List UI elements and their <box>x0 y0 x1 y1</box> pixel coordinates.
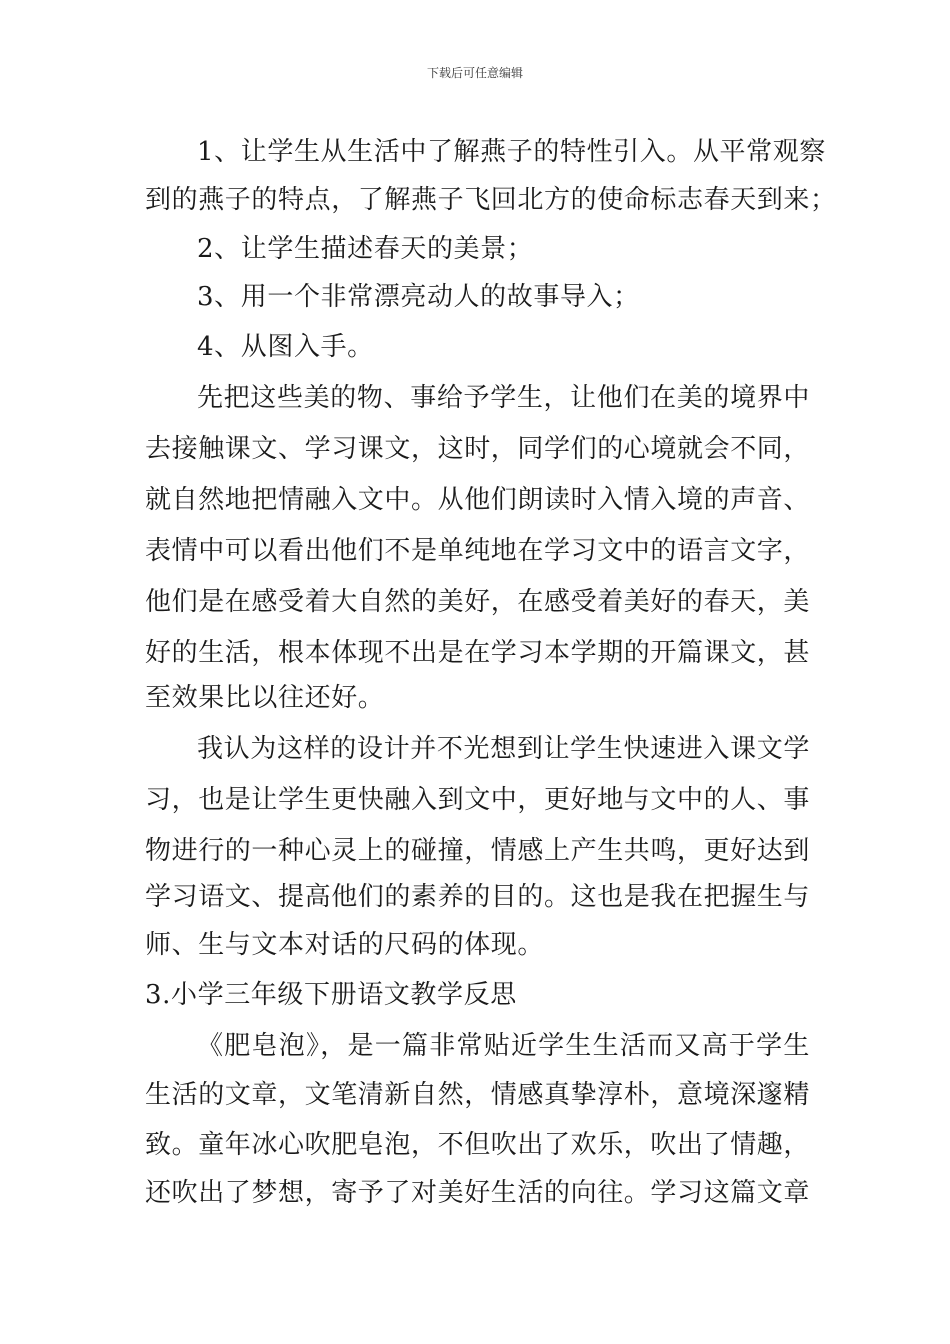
text-line: 《肥皂泡》，是一篇非常贴近学生生活而又高于学生 <box>197 1031 810 1061</box>
text-line: 到的燕子的特点，了解燕子飞回北方的使命标志春天到来； <box>145 185 837 215</box>
text-line: 师、生与文本对话的尺码的体现。 <box>145 930 545 960</box>
text-line: 学习语文、提高他们的素养的目的。这也是我在把握生与 <box>145 882 811 912</box>
text-line: 物进行的一种心灵上的碰撞，情感上产生共鸣，更好达到 <box>145 836 811 866</box>
text-line: 先把这些美的物、事给予学生，让他们在美的境界中 <box>197 383 810 413</box>
text-line: 就自然地把情融入文中。从他们朗读时入情入境的声音、 <box>145 485 811 515</box>
text-line: 习，也是让学生更快融入到文中，更好地与文中的人、事 <box>145 785 811 815</box>
text-line: 我认为这样的设计并不光想到让学生快速进入课文学 <box>197 734 810 764</box>
text-line: 表情中可以看出他们不是单纯地在学习文中的语言文字， <box>145 536 811 566</box>
text-line: 去接触课文、学习课文，这时，同学们的心境就会不同， <box>145 434 811 464</box>
text-line: 1、让学生从生活中了解燕子的特性引入。从平常观察 <box>197 137 826 167</box>
text-line: 还吹出了梦想，寄予了对美好生活的向往。学习这篇文章 <box>145 1178 811 1208</box>
text-line: 他们是在感受着大自然的美好，在感受着美好的春天，美 <box>145 587 811 617</box>
page-header: 下载后可任意编辑 <box>426 66 523 80</box>
text-line: 致。童年冰心吹肥皂泡，不但吹出了欢乐，吹出了情趣， <box>145 1130 811 1160</box>
section-heading: 3.小学三年级下册语文教学反思 <box>145 980 517 1010</box>
text-line: 4、从图入手。 <box>197 332 374 362</box>
text-line: 3、用一个非常漂亮动人的故事导入； <box>197 282 640 312</box>
text-line: 至效果比以往还好。 <box>145 683 385 713</box>
text-line: 好的生活，根本体现不出是在学习本学期的开篇课文，甚 <box>145 638 811 668</box>
text-line: 生活的文章，文笔清新自然，情感真挚淳朴，意境深邃精 <box>145 1080 811 1110</box>
text-line: 2、让学生描述春天的美景； <box>197 234 534 264</box>
